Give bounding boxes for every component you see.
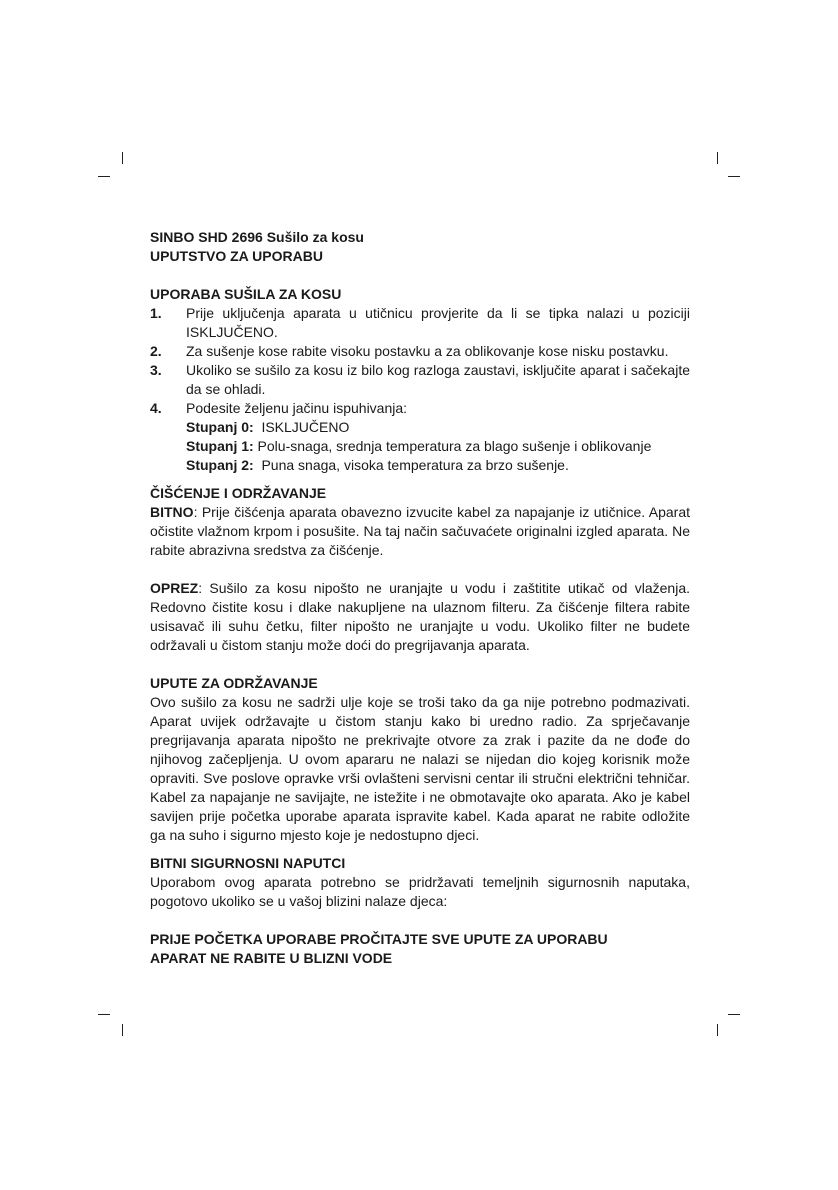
level-text: Puna snaga, visoka temperatura za brzo sušenje. [253, 457, 569, 473]
important-paragraph [150, 503, 690, 560]
crop-mark-bottom-left-horizontal [98, 1014, 110, 1015]
list-item [150, 399, 690, 418]
crop-mark-bottom-right-horizontal [728, 1014, 740, 1015]
crop-mark-top-right-horizontal [728, 176, 740, 177]
list-item [150, 361, 690, 399]
list-item [150, 342, 690, 361]
level-line [150, 456, 690, 475]
list-text: Prije uključenja aparata u utičnicu provjerite da li se tipka nalazi u poziciji ISKLJUČENO. [186, 305, 690, 340]
maintenance-paragraph: Ovo sušilo za kosu ne sadrži ulje koje se troši tako da ga nije potrebno podmazivati. Aparat uvijek održavajte u čistom stanju kako bi uredno radio. Za sprječavanje pregrijavanja aparata nipošto ne prekrivajte otvore za zrak i pazite da ne dođe do njihovog začepljenja. U ovom apararu ne nalazi se nijedan dio kojeg korisnik može opraviti. Sve poslove opravke vrši ovlašteni servisni centar ili stručni električni tehničar. Kabel za napajanje ne savijajte, ne istežite i ne obmotavajte oko aparata. Ako je kabel savijen prije početka uporabe aparata ispravite kabel. Kada aparat ne rabite odložite ga na suho i sigurno mjesto koje je nedostupno djeci. [150, 694, 690, 843]
important-label: BITNO [150, 504, 194, 520]
level-line [150, 418, 690, 437]
list-number: 3. [150, 362, 162, 378]
level-line [150, 437, 690, 456]
crop-mark-top-right-vertical [717, 152, 718, 164]
warning-line-2: APARAT NE RABITE U BLIZNI VODE [150, 950, 393, 966]
document-body [150, 228, 690, 968]
caution-label: OPREZ [150, 580, 199, 596]
list-number: 4. [150, 400, 162, 416]
list-item [150, 304, 690, 342]
safety-paragraph: Uporabom ovog aparata potrebno se pridržavati temeljnih sigurnosnih naputaka, pogotovo ukoliko se u vašoj blizini nalaze djeca: [150, 874, 690, 909]
caution-paragraph [150, 579, 690, 655]
level-label: Stupanj 2: [186, 457, 254, 473]
level-label: Stupanj 1: [186, 438, 254, 454]
level-text: Polu-snaga, srednja temperatura za blago sušenje i oblikovanje [253, 438, 652, 454]
crop-mark-bottom-right-vertical [717, 1024, 718, 1036]
document-title: SINBO SHD 2696 Sušilo za kosu [150, 229, 364, 245]
list-text: Ukoliko se sušilo za kosu iz bilo kog razloga zaustavi, isključite aparat i sačekajte da se ohladi. [186, 362, 690, 397]
document-subtitle: UPUTSTVO ZA UPORABU [150, 248, 323, 264]
list-text: Za sušenje kose rabite visoku postavku a za oblikovanje kose nisku postavku. [186, 343, 669, 359]
maintenance-heading: UPUTE ZA ODRŽAVANJE [150, 675, 318, 691]
safety-heading: BITNI SIGURNOSNI NAPUTCI [150, 855, 346, 871]
crop-mark-bottom-left-vertical [122, 1024, 123, 1036]
cleaning-heading: ČIŠĆENJE I ODRŽAVANJE [150, 485, 327, 501]
list-number: 1. [150, 305, 162, 321]
warning-line-1: PRIJE POČETKA UPORABE PROČITAJTE SVE UPUTE ZA UPORABU [150, 931, 608, 947]
usage-heading: UPORABA SUŠILA ZA KOSU [150, 286, 342, 302]
level-text: ISKLJUČENO [253, 419, 350, 435]
list-text: Podesite željenu jačinu ispuhivanja: [186, 400, 408, 416]
crop-mark-top-left-vertical [122, 152, 123, 164]
level-label: Stupanj 0: [186, 419, 254, 435]
list-number: 2. [150, 343, 162, 359]
crop-mark-top-left-horizontal [98, 176, 110, 177]
caution-text: : Sušilo za kosu nipošto ne uranjajte u vodu i zaštitite utikač od vlaženja. Redovno čistite kosu i dlake nakupljene na ulaznom filteru. Za čišćenje filtera rabite usisavač ili suhu četku, filter nipošto ne uranjajte u vodu. Ukoliko filter ne budete održavali u čistom stanju može doći do pregrijavanja aparata. [150, 580, 690, 653]
important-text: : Prije čišćenja aparata obavezno izvucite kabel za napajanje iz utičnice. Aparat očistite vlažnom krpom i posušite. Na taj način sačuvaćete originalni izgled aparata. Ne rabite abrazivna sredstva za čišćenje. [150, 504, 690, 558]
